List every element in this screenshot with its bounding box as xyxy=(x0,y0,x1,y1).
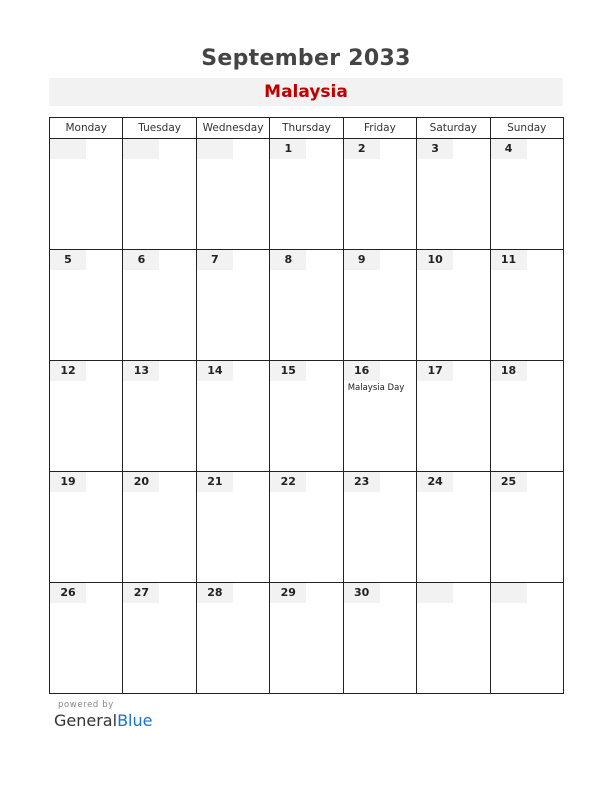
day-cell[interactable] xyxy=(50,250,123,361)
day-number: 21 xyxy=(197,472,233,492)
day-cell[interactable] xyxy=(123,472,196,583)
day-cell[interactable] xyxy=(270,583,343,694)
brand-general: General xyxy=(54,711,118,730)
day-cell[interactable] xyxy=(50,472,123,583)
day-number: 2 xyxy=(344,139,380,159)
day-number: 7 xyxy=(197,250,233,270)
day-number: 17 xyxy=(417,361,453,381)
day-cell[interactable] xyxy=(123,250,196,361)
weekday-header-wednesday: Wednesday xyxy=(196,118,269,139)
day-number: 27 xyxy=(123,583,159,603)
day-number: 16 xyxy=(344,361,380,381)
day-number: 10 xyxy=(417,250,453,270)
day-number: 29 xyxy=(270,583,306,603)
day-number: 18 xyxy=(491,361,527,381)
day-number: 13 xyxy=(123,361,159,381)
day-cell[interactable] xyxy=(417,250,490,361)
weekday-header-tuesday: Tuesday xyxy=(123,118,196,139)
weekday-header-sunday: Sunday xyxy=(490,118,563,139)
empty-day-cell xyxy=(123,139,196,250)
day-number: 23 xyxy=(344,472,380,492)
day-cell[interactable] xyxy=(196,583,269,694)
empty-day-cell xyxy=(196,139,269,250)
day-number xyxy=(123,139,159,159)
day-cell[interactable] xyxy=(343,250,416,361)
day-cell[interactable] xyxy=(417,139,490,250)
day-cell[interactable] xyxy=(343,583,416,694)
day-cell[interactable] xyxy=(123,361,196,472)
day-cell[interactable] xyxy=(196,472,269,583)
day-number: 19 xyxy=(50,472,86,492)
day-cell[interactable] xyxy=(50,583,123,694)
calendar-week-row xyxy=(50,250,564,361)
weekday-header-thursday: Thursday xyxy=(270,118,343,139)
day-number: 28 xyxy=(197,583,233,603)
day-cell[interactable] xyxy=(196,361,269,472)
brand-blue: Blue xyxy=(117,711,153,730)
day-number: 22 xyxy=(270,472,306,492)
day-number: 1 xyxy=(270,139,306,159)
day-number xyxy=(491,583,527,603)
day-cell[interactable] xyxy=(417,472,490,583)
day-cell[interactable] xyxy=(490,139,563,250)
day-number: 4 xyxy=(491,139,527,159)
empty-day-cell xyxy=(490,583,563,694)
footer xyxy=(54,700,152,730)
day-cell[interactable] xyxy=(50,361,123,472)
day-cell[interactable] xyxy=(490,250,563,361)
day-number: 5 xyxy=(50,250,86,270)
day-cell[interactable] xyxy=(490,361,563,472)
day-number: 30 xyxy=(344,583,380,603)
day-cell[interactable] xyxy=(343,139,416,250)
country-name: Malaysia xyxy=(264,82,348,102)
day-cell[interactable] xyxy=(123,583,196,694)
calendar-week-row xyxy=(50,472,564,583)
day-number: 25 xyxy=(491,472,527,492)
holiday-label: Malaysia Day xyxy=(347,383,405,393)
weekday-header-row xyxy=(50,118,564,139)
day-number: 20 xyxy=(123,472,159,492)
day-cell[interactable] xyxy=(270,472,343,583)
day-number xyxy=(197,139,233,159)
empty-day-cell xyxy=(50,139,123,250)
weekday-header-friday: Friday xyxy=(343,118,416,139)
calendar-week-row xyxy=(50,583,564,694)
day-number: 15 xyxy=(270,361,306,381)
brand-logo[interactable] xyxy=(54,711,152,730)
day-number: 3 xyxy=(417,139,453,159)
day-number: 6 xyxy=(123,250,159,270)
calendar-body xyxy=(50,139,564,694)
calendar-grid xyxy=(49,117,564,694)
calendar-week-row xyxy=(50,139,564,250)
powered-by-text: powered by xyxy=(58,700,114,710)
empty-day-cell xyxy=(417,583,490,694)
day-number: 24 xyxy=(417,472,453,492)
day-number: 14 xyxy=(197,361,233,381)
day-number: 9 xyxy=(344,250,380,270)
day-cell[interactable] xyxy=(270,139,343,250)
day-number xyxy=(417,583,453,603)
day-cell[interactable] xyxy=(196,250,269,361)
day-number: 26 xyxy=(50,583,86,603)
day-number xyxy=(50,139,86,159)
day-number: 8 xyxy=(270,250,306,270)
day-cell[interactable] xyxy=(270,250,343,361)
day-cell[interactable] xyxy=(417,361,490,472)
day-number: 12 xyxy=(50,361,86,381)
calendar-title: September 2033 xyxy=(201,46,411,71)
day-cell[interactable] xyxy=(490,472,563,583)
weekday-header-saturday: Saturday xyxy=(417,118,490,139)
weekday-header-monday: Monday xyxy=(50,118,123,139)
day-cell[interactable] xyxy=(343,361,416,472)
day-cell[interactable] xyxy=(343,472,416,583)
calendar-week-row xyxy=(50,361,564,472)
day-number: 11 xyxy=(491,250,527,270)
day-cell[interactable] xyxy=(270,361,343,472)
country-banner xyxy=(49,78,563,106)
